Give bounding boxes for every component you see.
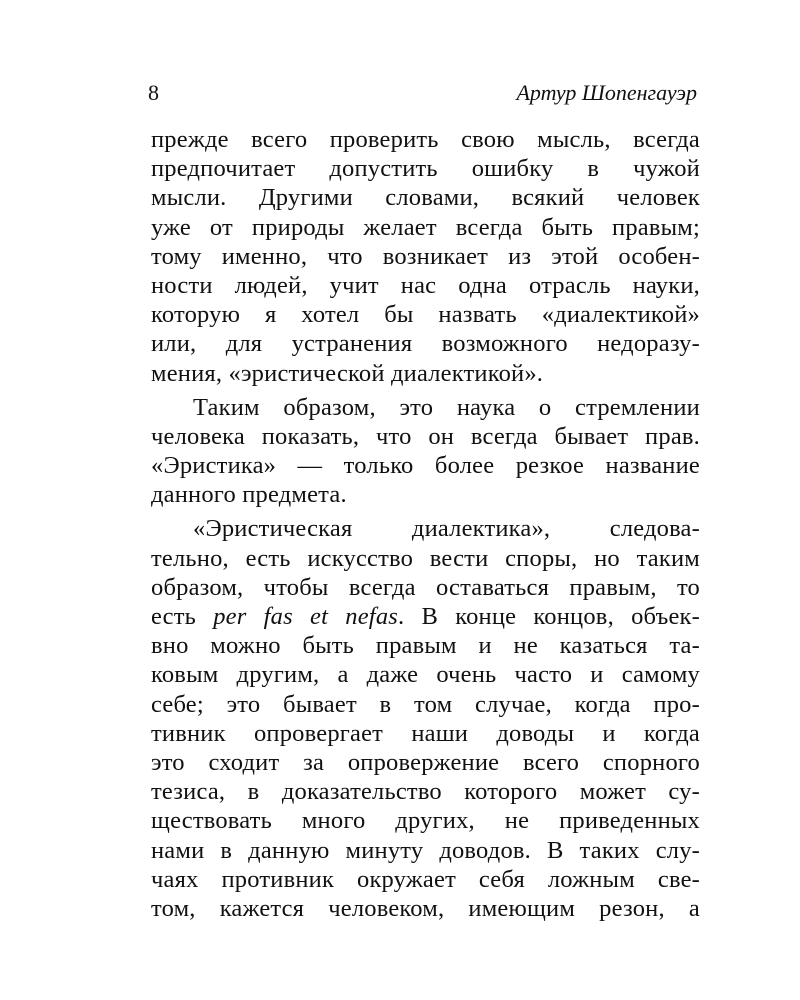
text-segment: есть	[151, 603, 214, 630]
text-line: «Эристическая диалектика», следова-	[193, 515, 700, 543]
text-line: тезиса, в доказательство которого может су-	[151, 778, 700, 806]
text-line: или, для устранения возможного недоразу-	[151, 330, 700, 358]
text-line: это сходит за опровержение всего спорного	[151, 748, 700, 776]
text-line: вно можно быть правым и не казаться та-	[151, 632, 700, 660]
text-line: ности людей, учит нас одна отрасль науки,	[151, 271, 700, 299]
latin-phrase: per fas et nefas	[213, 603, 399, 630]
text-line: тельно, есть искусство вести споры, но таким	[151, 544, 700, 572]
text-line: Таким образом, это наука о стремлении	[193, 393, 700, 421]
text-line: образом, чтобы всегда оставаться правым, то	[151, 573, 700, 601]
text-line: тивник опровергает наши доводы и когда	[151, 719, 700, 747]
text-line: ковым другим, а даже очень часто и самому	[151, 661, 700, 689]
text-line: ществовать много других, не приведенных	[151, 807, 700, 835]
paragraph	[151, 393, 700, 510]
text-line: нами в данную минуту доводов. В таких слу-	[151, 836, 700, 864]
text-line: тому именно, что возникает из этой особен-	[151, 242, 700, 270]
text-line-with-latin	[151, 602, 700, 631]
paragraph	[151, 514, 700, 923]
text-line: человека показать, что он всегда бывает прав.	[151, 422, 700, 450]
page-number: 8	[148, 80, 159, 105]
paragraph	[151, 125, 700, 388]
text-line: чаях противник окружает себя ложным све-	[151, 865, 700, 893]
text-line: прежде всего проверить свою мысль, всегда	[151, 126, 700, 153]
text-line: уже от природы желает всегда быть правым;	[151, 213, 700, 241]
text-segment: . В конце концов, объек-	[398, 603, 700, 630]
text-line: мысли. Другими словами, всякий человек	[151, 184, 700, 212]
text-line: которую я хотел бы назвать «диалектикой»	[151, 301, 700, 329]
text-line: «Эристика» — только более резкое название	[151, 452, 700, 480]
text-line: том, кажется человеком, имеющим резон, а	[151, 894, 700, 922]
text-line: предпочитает допустить ошибку в чужой	[151, 155, 700, 183]
text-line: мения, «эристической диалектикой».	[151, 359, 544, 387]
text-line: данного предмета.	[151, 481, 347, 509]
body-text	[151, 125, 700, 923]
running-head-author: Артур Шопенгауэр	[516, 80, 697, 105]
text-line: себе; это бывает в том случае, когда про-	[151, 690, 700, 718]
